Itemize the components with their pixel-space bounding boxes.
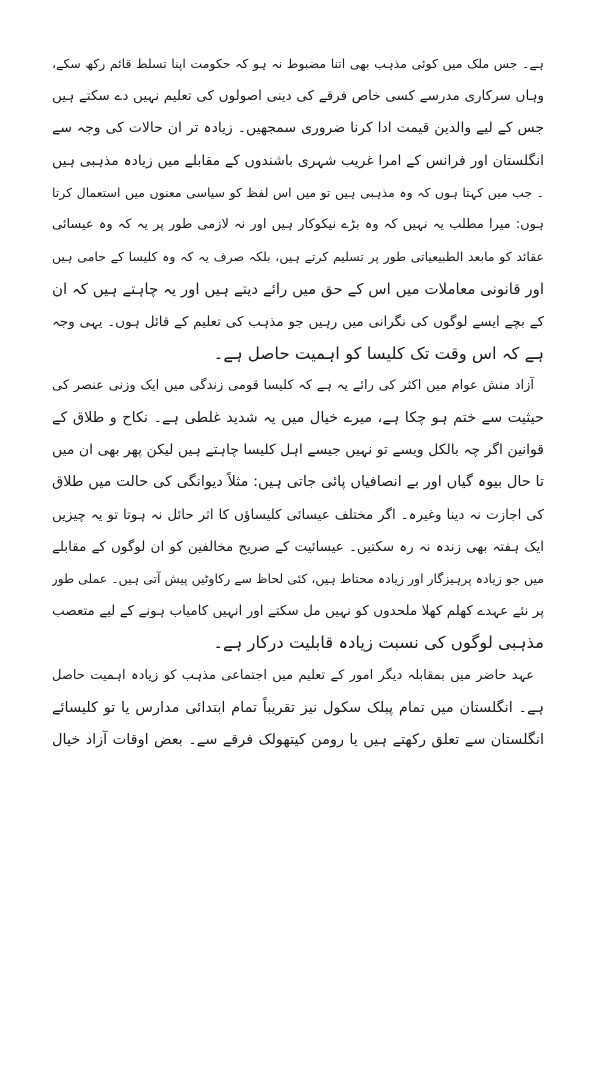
- paragraph-1: [52, 48, 544, 370]
- text-line: ہے کہ اس وقت تک کلیسا کو اہمیت حاصل ہے۔: [213, 343, 544, 363]
- text-line: قوانین اگر چہ بالکل ویسے تو نہیں جیسے اہل کلیسا چاہتے ہیں لیکن پھر بھی ان میں: [52, 442, 544, 459]
- text-line: کی اجازت نہ دینا وغیرہ۔ اگر مختلف عیسائی کلیساؤں کا اثر حائل نہ ہوتا تو یہ چیزیں: [52, 506, 544, 523]
- text-line: حیثیت سے ختم ہو چکا ہے، میرے خیال میں یہ شدید غلطی ہے۔ نکاح و طلاق کے: [52, 410, 544, 427]
- paragraph-2: [52, 370, 544, 660]
- text-line: اور قانونی معاملات میں اس کے حق میں رائے دیتے ہیں اور یہ چاہتے ہیں کہ ان: [52, 280, 544, 299]
- text-line: انگلستان سے تعلق رکھتے ہیں یا رومن کیتھولک فرقے سے۔ بعض اوقات آزاد خیال: [52, 731, 544, 748]
- text-line: ہے۔ جس ملک میں کوئی مذہب بھی اتنا مضبوط نہ ہو کہ حکومت اپنا تسلط قائم رکھ سکے،: [52, 56, 544, 71]
- text-line: عہد حاضر میں بمقابلہ دیگر امور کے تعلیم میں اجتماعی مذہب کو زیادہ اہمیت حاصل: [52, 667, 534, 683]
- text-line: آزاد منش عوام میں اکثر کی رائے یہ ہے کہ کلیسا قومی زندگی میں ایک وزنی عنصر کی: [52, 377, 534, 393]
- text-line: ایک ہفتہ بھی زندہ نہ رہ سکتیں۔ عیسائیت کے صریح مخالفین کو ان لوگوں کے مقابلے: [52, 538, 544, 555]
- text-line: انگلستان اور فرانس کے امرا غریب شہری باشندوں کے مقابلے میں زیادہ مذہبی ہیں: [52, 152, 544, 169]
- text-line: میں جو زیادہ پرہیزگار اور زیادہ محتاط ہیں، کئی لحاظ سے رکاوٹیں پیش آتی ہیں۔ عملی طور: [52, 571, 544, 586]
- text-line: پر نئے عہدے کھلم کھلا ملحدوں کو نہیں مل سکتے اور انہیں کامیاب ہونے کے لیے متعصب: [52, 603, 544, 620]
- text-line: ہوں: میرا مطلب یہ نہیں کہ وہ بڑے نیکوکار ہیں اور نہ لازمی طور پر یہ کہ وہ عیسائی: [52, 216, 544, 232]
- paragraph-3: [52, 660, 544, 757]
- text-line: کے بچے ایسے لوگوں کی نگرانی میں رہیں جو مذہب کی تعلیم کے قائل ہوں۔ یہی وجہ: [52, 313, 544, 330]
- text-line: مذہبی لوگوں کی نسبت زیادہ قابلیت درکار ہے۔: [213, 633, 544, 653]
- document-page: [52, 48, 544, 756]
- text-line: عقائد کو مابعد الطبیعیاتی طور پر تسلیم کرتے ہیں، بلکہ صرف یہ کہ وہ کلیسا کے حامی ہیں: [52, 249, 544, 265]
- text-line: وہاں سرکاری مدرسے کسی خاص فرقے کی دینی اصولوں کی تعلیم نہیں دے سکتے ہیں: [52, 88, 544, 105]
- text-line: تا حال بیوہ گیاں اور بے انصافیاں پائی جاتی ہیں: مثلاً دیوانگی کی حالت میں طلاق: [52, 474, 544, 491]
- text-line: ہے۔ انگلستان میں تمام پبلک سکول نیز تقریباً تمام ابتدائی مدارس یا تو کلیسائے: [52, 699, 544, 716]
- text-line: ۔ جب میں کہتا ہوں کہ وہ مذہبی ہیں تو میں اس لفظ کو سیاسی معنوں میں استعمال کرتا: [52, 184, 544, 200]
- text-line: جس کے لیے والدین قیمت ادا کرنا ضروری سمجھیں۔ زیادہ تر ان حالات کی وجہ سے: [52, 120, 544, 137]
